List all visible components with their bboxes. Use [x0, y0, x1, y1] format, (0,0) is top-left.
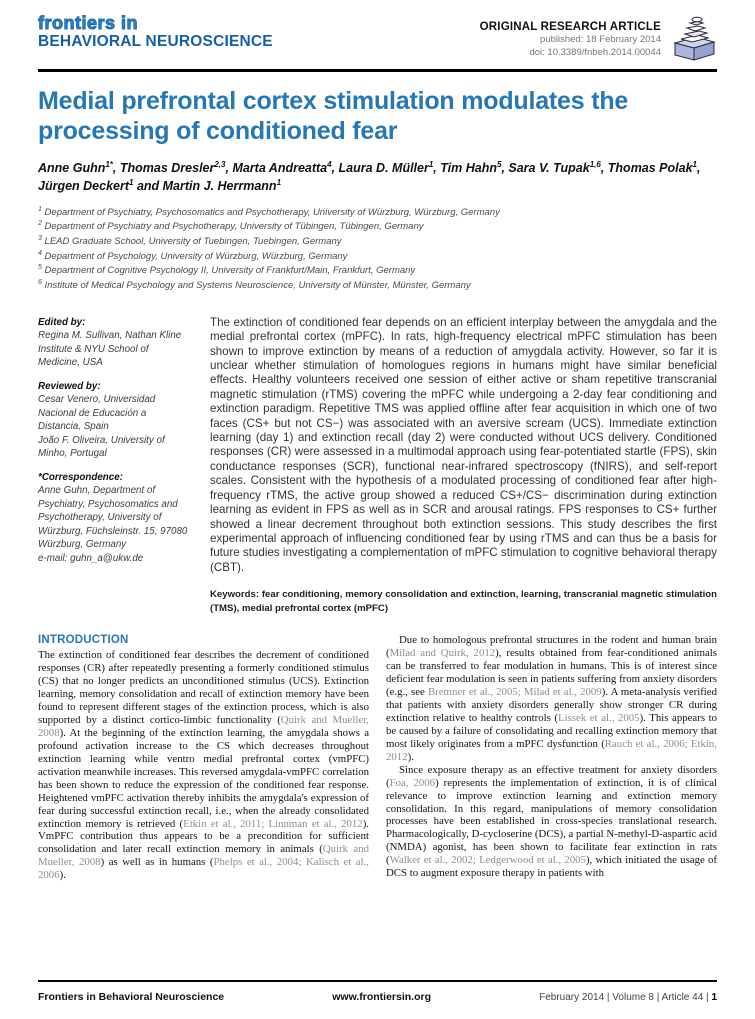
author-name: Anne Guhn — [38, 161, 106, 176]
reviewed-by-list — [38, 393, 190, 461]
doi-text: doi: 10.3389/fnbeh.2014.00044 — [529, 47, 661, 59]
affiliation-line: $^1$ Department of Psychiatry, Psychosomatics and Psychotherapy, University of Würzburg, Würzburg, Germany — [38, 205, 500, 218]
correspondence-text: Anne Guhn, Department of Psychiatry, Psychosomatics and Psychotherapy, University of Würzburg, Füchsleinstr. 15, 97080 Würzburg, Germany — [38, 485, 188, 551]
header-divider — [38, 69, 717, 72]
editorial-sidebar — [38, 316, 190, 615]
reviewer-entry: Cesar Venero, Universidad Nacional de Educación a Distancia, Spain — [38, 394, 156, 433]
author-affiliation-sup: 1,6 — [589, 160, 601, 169]
affiliation-line: $^3$ LEAD Graduate School, University of Tuebingen, Tuebingen, Germany — [38, 234, 342, 248]
author-name: Thomas Polak — [607, 161, 693, 176]
article-type-label: ORIGINAL RESEARCH ARTICLE — [479, 21, 661, 33]
author-affiliation-sup: 4 — [327, 160, 332, 169]
citation: Lissek et al., 2005 — [558, 711, 640, 724]
affiliation-line: $^4$ Department of Psychology, University of Würzburg, Würzburg, Germany — [38, 249, 348, 262]
intro-left-paragraphs — [38, 649, 369, 882]
author-list: Anne Guhn$^{1*}$, Thomas Dresler$^{2,3}$, Marta Andreatta$^4$, Laura D. Müller$^1$, Tim Hahn$^5$, Sara V. Tupak$^{1,6}$, Thomas Polak$^1$, Jürgen Deckert$^1$ and Martin J. Herrmann$^1$ — [38, 160, 701, 194]
footer-journal-name: Frontiers in Behavioral Neuroscience — [38, 991, 225, 1003]
correspondence-label: *Correspondence: — [38, 471, 123, 483]
article-title: Medial prefrontal cortex stimulation modulates the processing of conditioned fear — [38, 87, 629, 145]
intro-right-column — [386, 634, 717, 882]
author-name: Martin J. Herrmann — [162, 179, 277, 194]
correspondence-email[interactable]: e-mail: guhn_a@ukw.de — [38, 552, 144, 564]
introduction-section — [38, 634, 717, 882]
author-affiliation-sup: 1* — [105, 160, 113, 169]
author-affiliation-sup: 2,3 — [214, 160, 226, 169]
author-name: Marta Andreatta — [232, 161, 328, 176]
edited-by-label: Edited by: — [38, 316, 86, 328]
affiliation-line: $^6$ Institute of Medical Psychology and Systems Neuroscience, University of Münster, Münster, Germany — [38, 279, 471, 292]
published-date: published: 18 February 2014 — [540, 34, 661, 45]
intro-right-paragraphs — [386, 634, 717, 880]
footer-issue-info: February 2014 | Volume 8 | Article 44 | 1 — [539, 992, 717, 1003]
author-affiliation-sup: 1 — [692, 160, 697, 169]
citation: Quirk and Mueller, 2008 — [38, 843, 369, 869]
keywords-line: Keywords: fear conditioning, memory consolidation and extinction, learning, transcranial magnetic stimulation (TMS), medial prefrontal cortex (mPFC) — [210, 589, 717, 614]
journal-logo-name: BEHAVIORAL NEUROSCIENCE — [38, 32, 273, 50]
reviewed-by-label: Reviewed by: — [38, 380, 101, 392]
citation: Milad and Quirk, 2012 — [389, 647, 496, 660]
citation: Rauch et al., 2006; Etkin, 2012 — [386, 737, 717, 763]
author-affiliation-sup: 1 — [129, 178, 134, 188]
author-name: Sara V. Tupak — [508, 161, 590, 176]
abstract-section — [38, 316, 717, 615]
footer-page-number: 1 — [711, 992, 717, 1003]
header-meta-block — [480, 14, 717, 67]
page-footer — [38, 980, 717, 1003]
abstract-text: The extinction of conditioned fear depends on an efficient interplay between the amygdala and the medial prefrontal cortex (mPFC). In rats, high-frequency electrical mPFC stimulation has been shown to improve extinction by means of a reduction of amygdala activity. However, so far it is unclear whether stimulation of homologues regions in humans might have similar beneficial effects. Healthy volunteers received one session of either active or sham repetitive transcranial magnetic stimulation (rTMS) covering the mPFC while undergoing a 2-day fear conditioning and extinction paradigm. Repetitive TMS was applied offline after fear acquisition in which one of two faces (CS+ but not CS−) was associated with an aversive scream (UCS). Immediate extinction learning (day 1) and extinction recall (day 2) were conducted without UCS delivery. Conditioned responses (CR) were assessed in a multimodal approach using fear-potentiated startle (FPS), skin conductance responses (SCR), functional near-infrared spectroscopy (fNIRS), and self-report scales. Consistent with the hypothesis of a modulated processing of conditioned fear after high-frequency rTMS, the active group showed a reduced CS+/CS− discrimination during extinction learning as evident in FPS as well as in SCR and arousal ratings. FPS responses to CS+ further showed a linear decrement throughout both extinction sessions. This study describes the first experimental approach of influencing conditioned fear by using rTMS and can thus be a basis for future studies investigating a complementation of mPFC stimulation to cognitive behavioral therapy (CBT). — [210, 315, 717, 574]
page-header — [38, 14, 717, 67]
citation: Phelps et al., 2004; Kalisch et al., 2006 — [38, 856, 369, 882]
citation: Etkin et al., 2011; Linnman et al., 2012 — [183, 817, 363, 830]
author-affiliation-sup: 5 — [496, 160, 502, 169]
affiliation-line: $^5$ Department of Cognitive Psychology II, University of Frankfurt/Main, Frankfurt, Germany — [38, 264, 416, 277]
body-paragraph: Since exposure therapy as an effective treatment for anxiety disorders (Foa, 2006) represents the implementation of extinction, it is of clinical relevance to improve extinction learning and extinction memory consolidation. In this regard, manipulations of memory consolidation processes have been established in cross-species translational research. Pharmacologically, D-cycloserine (DCS), a partial N-methyl-D-aspartic acid (NMDA) agonist, has been shown to facilitate fear extinction in rats (Walker et al., 2002; Ledgerwood et al., 2005), which initiated the usage of DCS to augment exposure therapy in patients with — [386, 763, 718, 880]
affiliation-line: $^2$ Department of Psychiatry and Psychotherapy, University of Tübingen, Tübingen, Germany — [38, 220, 424, 233]
author-name: Thomas Dresler — [119, 161, 215, 176]
author-affiliation-sup: 1 — [276, 178, 282, 188]
affiliation-list — [38, 205, 717, 293]
author-name: Jürgen Deckert — [38, 179, 130, 194]
edited-by-text: Regina M. Sullivan, Nathan Kline Institute & NYU School of Medicine, USA — [38, 330, 182, 369]
author-name: Tim Hahn — [440, 161, 497, 176]
body-paragraph: Due to homologous prefrontal structures in the rodent and human brain (Milad and Quirk, 2012), results obtained from fear-conditioned animals can be transferred to fear modulation in humans. This is of interest since deficient fear modulation is seen in patients suffering from anxiety disorders (e.g., see Bremner et al., 2005; Milad et al., 2009). A meta-analysis verified that patients with anxiety disorders generally show stronger CR during extinction relative to healthy controls (Lissek et al., 2005). This appears to be caused by a failure of consolidating and recalling extinction memory that most likely originates from a mPFC dysfunction (Rauch et al., 2006; Etkin, 2012). — [386, 634, 717, 763]
author-affiliation-sup: 1 — [428, 160, 434, 169]
citation: Foa, 2006 — [389, 776, 436, 789]
journal-logo-frontiers-in: frontiers in — [38, 13, 139, 33]
abstract-column — [210, 316, 717, 615]
article-meta — [480, 14, 661, 60]
journal-logo — [38, 14, 273, 51]
author-name: Laura D. Müller — [338, 161, 429, 176]
citation: Walker et al., 2002; Ledgerwood et al., 2005 — [389, 854, 586, 867]
reviewer-entry: João F. Oliveira, University of Minho, Portugal — [38, 434, 165, 460]
footer-website-link[interactable]: www.frontiersin.org — [332, 991, 432, 1003]
intro-left-column — [38, 634, 369, 882]
introduction-heading: INTRODUCTION — [38, 634, 129, 647]
body-paragraph: The extinction of conditioned fear describes the decrement of conditioned responses (CR) after repeatedly presenting a formerly conditioned stimulus (CS) that no longer predicts an unconditioned stimulus (UCS). Extinction learning, memory consolidation and recall of extinction memory have been found to represent different stages of the extinction process, which is also supported by a distinct cortico-limbic functionality (Quirk and Mueller, 2008). At the beginning of the extinction learning, the amygdala shows a profound activation increase to the CS which decreases throughout extinction learning while ventro medial prefrontal cortex (vmPFC) activation meanwhile increases. This reversed amygdala-vmPFC correlation has been shown to reduce the expression of the conditioned fear response. Heightened vmPFC activation thereby inhibits the amygdala's expression of fear during successful extinction recall, i.e., when the already consolidated extinction memory is retrieved (Etkin et al., 2011; Linnman et al., 2012). VmPFC contribution thus appears to be a precondition for sufficient consolidation and later recall extinction memory in animals (Quirk and Mueller, 2008) as well as in humans (Phelps et al., 2004; Kalisch et al., 2006). — [38, 649, 369, 882]
citation: Quirk and Mueller, 2008 — [38, 713, 369, 739]
frontiers-stacked-boxes-icon — [671, 14, 717, 67]
citation: Bremner et al., 2005; Milad et al., 2009 — [427, 685, 602, 698]
